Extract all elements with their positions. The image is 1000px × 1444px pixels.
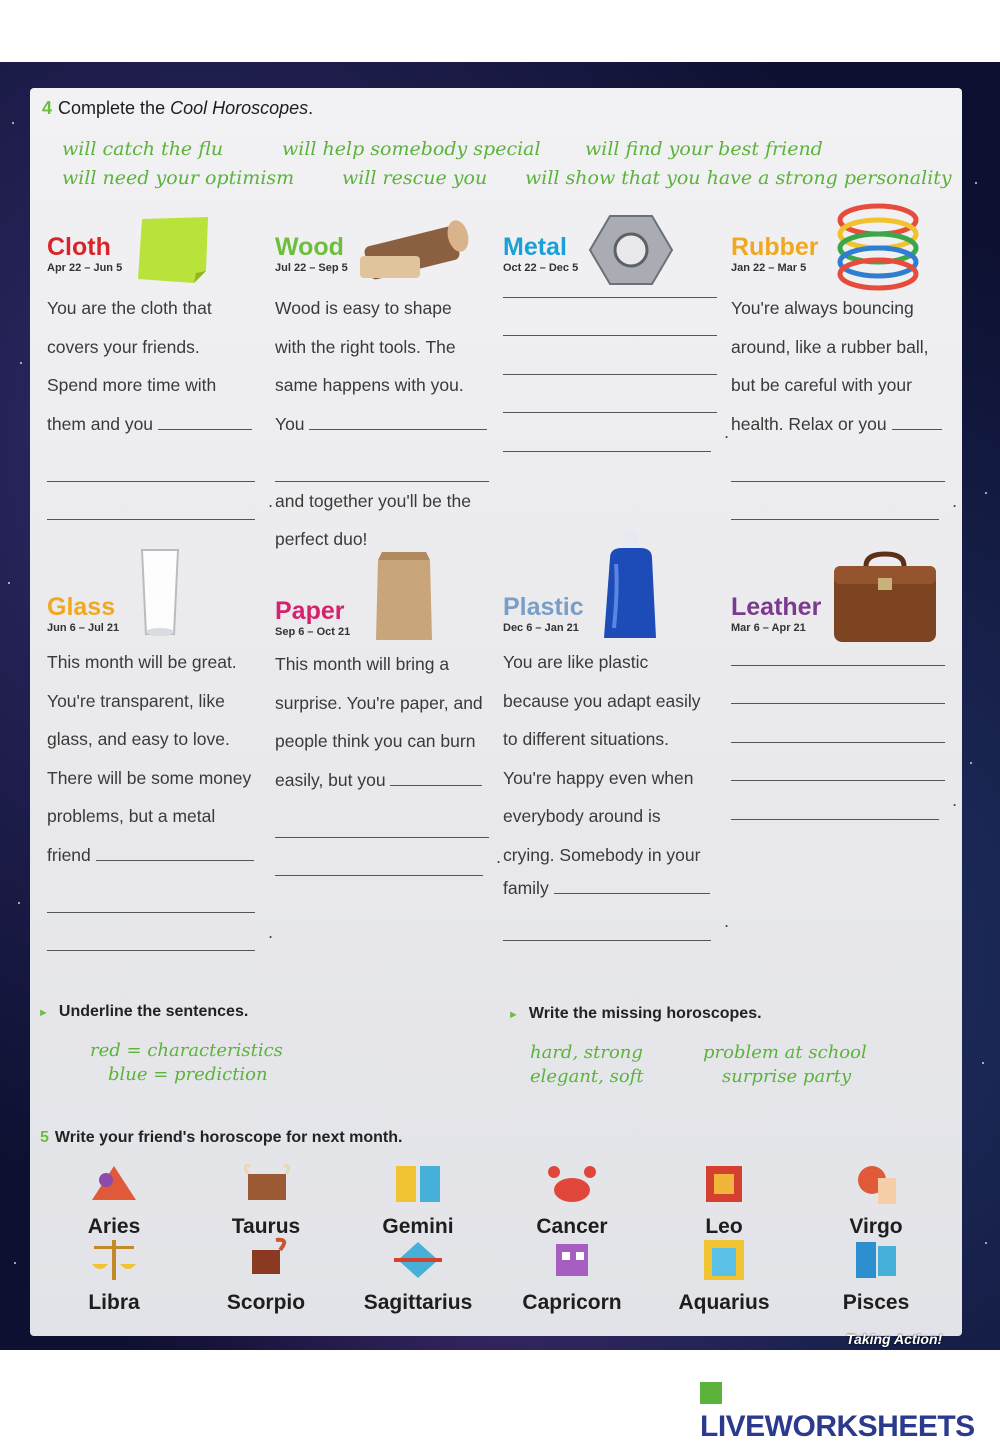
answer-line[interactable]	[731, 781, 939, 820]
answer-line[interactable]	[503, 375, 717, 414]
exercise-5-title: 5 Write your friend's horoscope for next month.	[40, 1129, 403, 1146]
answer-blank[interactable]	[892, 412, 942, 430]
answer-line[interactable]	[731, 443, 945, 482]
answer-line[interactable]	[47, 874, 255, 913]
exercise-4-title: 4 Complete the Cool Horoscopes.	[42, 98, 314, 118]
book-label: Taking Action!	[846, 1331, 943, 1347]
sign-date: Sep 6 – Oct 21	[275, 626, 351, 638]
liveworksheets-logo-icon	[700, 1382, 722, 1404]
water-bearer-icon	[698, 1236, 750, 1284]
zodiac-taurus: Taurus	[196, 1160, 336, 1239]
leather-bag-icon	[832, 550, 938, 644]
answer-line[interactable]	[275, 799, 489, 838]
answer-line[interactable]	[47, 482, 255, 521]
zodiac-aries: Aries	[44, 1160, 184, 1239]
legend-red: red = characteristics	[90, 1040, 283, 1061]
zodiac-virgo: Virgo	[806, 1160, 946, 1239]
answer-line[interactable]	[731, 704, 945, 743]
answer-blank[interactable]	[158, 412, 252, 430]
word-bank-item: will find your best friend	[585, 138, 823, 160]
sign-name: Metal	[503, 233, 567, 261]
paper-bag-icon	[374, 550, 434, 642]
twins-icon	[392, 1160, 444, 1208]
scorpion-icon	[240, 1236, 292, 1284]
answer-line[interactable]	[731, 482, 939, 521]
sign-cloth: Cloth Apr 22 – Jun 5 You are the cloth that covers your friends. Spend more time with them and you .	[47, 233, 265, 520]
arrow-icon	[392, 1236, 444, 1284]
sign-name: Glass	[47, 593, 116, 621]
zodiac-leo: Leo	[654, 1160, 794, 1239]
maiden-icon	[850, 1160, 902, 1208]
word-bank-item: will need your optimism	[62, 167, 295, 189]
hint-item: elegant, soft	[530, 1066, 644, 1087]
answer-line[interactable]	[503, 298, 717, 337]
word-bank-item: will show that you have a strong personality	[525, 167, 952, 189]
answer-line[interactable]	[503, 413, 711, 452]
answer-blank[interactable]	[390, 768, 482, 786]
cloth-icon	[134, 215, 212, 285]
answer-blank[interactable]	[554, 876, 710, 894]
sign-date: Apr 22 – Jun 5	[47, 262, 123, 274]
word-bank-item: will rescue you	[342, 167, 488, 189]
task-missing-heading: ► Write the missing horoscopes.	[508, 1005, 762, 1022]
sign-plastic: Plastic Dec 6 – Jan 21 You are like plastic because you adapt easily to different situations. You're happy even when everybody around is crying. Somebody in your family .	[503, 593, 721, 941]
zodiac-aquarius: Aquarius	[654, 1236, 794, 1315]
hint-item: hard, strong	[530, 1042, 643, 1063]
zodiac-capricorn: Capricorn	[502, 1236, 642, 1315]
sign-date: Mar 6 – Apr 21	[731, 622, 806, 634]
scales-icon	[88, 1236, 140, 1284]
sign-date: Jan 22 – Mar 5	[731, 262, 807, 274]
brand-logo[interactable]: LIVEWORKSHEETS	[700, 1376, 1000, 1444]
lion-icon	[698, 1160, 750, 1208]
answer-blank[interactable]	[96, 843, 254, 861]
answer-line[interactable]	[275, 838, 483, 877]
answer-line[interactable]	[47, 913, 255, 952]
sign-name: Leather	[731, 593, 822, 621]
sign-name: Plastic	[503, 593, 584, 621]
word-bank-item: will catch the flu	[62, 138, 224, 160]
answer-line[interactable]	[503, 336, 717, 375]
answer-line[interactable]	[47, 443, 255, 482]
zodiac-scorpio: Scorpio	[196, 1236, 336, 1315]
sign-name: Paper	[275, 597, 345, 625]
zodiac-gemini: Gemini	[348, 1160, 488, 1239]
sign-name: Rubber	[731, 233, 819, 261]
answer-line[interactable]	[731, 743, 945, 782]
sign-date: Dec 6 – Jan 21	[503, 622, 579, 634]
zodiac-pisces: Pisces	[806, 1236, 946, 1315]
metal-nut-icon	[588, 210, 674, 290]
legend-blue: blue = prediction	[108, 1064, 268, 1085]
glass-icon	[138, 546, 182, 640]
zodiac-cancer: Cancer	[502, 1160, 642, 1239]
sign-date: Jul 22 – Sep 5	[275, 262, 348, 274]
answer-line[interactable]	[275, 443, 489, 482]
answer-line[interactable]	[503, 902, 711, 941]
ram-icon	[88, 1160, 140, 1208]
sign-paper: Paper Sep 6 – Oct 21 This month will bring a surprise. You're paper, and people think you can burn easily, but you .	[275, 597, 493, 876]
zodiac-sagittarius: Sagittarius	[348, 1236, 488, 1315]
goat-icon	[546, 1236, 598, 1284]
sign-name: Cloth	[47, 233, 111, 261]
answer-blank[interactable]	[309, 412, 487, 430]
hint-item: surprise party	[722, 1066, 852, 1087]
sign-date: Jun 6 – Jul 21	[47, 622, 120, 634]
task-underline-heading: ► Underline the sentences.	[38, 1003, 249, 1020]
sign-glass: Glass Jun 6 – Jul 21 This month will be great. You're transparent, like glass, and easy to love. There will be some money problems, but a metal friend .	[47, 593, 265, 951]
sign-name: Wood	[275, 233, 344, 261]
zodiac-libra: Libra	[44, 1236, 184, 1315]
fish-icon	[850, 1236, 902, 1284]
crab-icon	[546, 1160, 598, 1208]
answer-line[interactable]	[731, 666, 945, 705]
sign-date: Oct 22 – Dec 5	[503, 262, 579, 274]
plastic-bottle-icon	[600, 528, 660, 642]
word-bank-item: will help somebody special	[282, 138, 541, 160]
bull-icon	[240, 1160, 292, 1208]
sign-wood: Wood Jul 22 – Sep 5 Wood is easy to shape with the right tools. The same happens with you. You and together you'll be the perfect duo!	[275, 233, 493, 559]
hint-item: problem at school	[703, 1042, 867, 1063]
rubber-bands-icon	[836, 200, 920, 292]
wood-log-icon	[358, 212, 470, 284]
sign-rubber: Rubber Jan 22 – Mar 5 You're always bouncing around, like a rubber ball, but be careful with your health. Relax or you .	[731, 233, 949, 520]
